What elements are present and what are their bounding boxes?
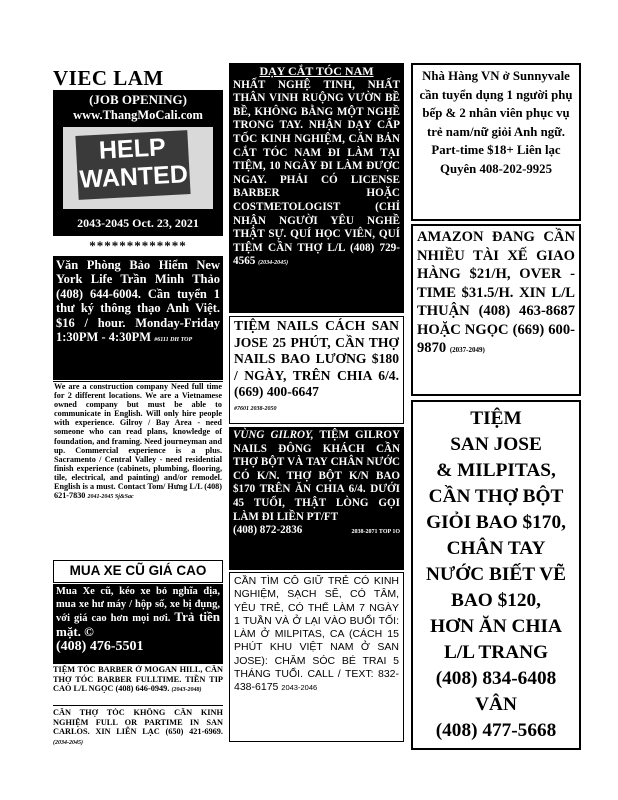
gilroy-ad-text: TIỆM GILROY NAILS ĐÔNG KHÁCH CẦN THỢ BỘT VÀ TAY CHÂN NƯỚC CÓ K/N. THỢ BỘT K/N BAO $170 TRÊN ĂN CHIA 6/4. DƯỚI 45 TUỔI, THẬT LÒNG GỌI LÀM ĐI LIỀN PT/FT — [233, 429, 400, 523]
teach-haircut-ad — [229, 63, 404, 313]
sign-text: HELP WANTED — [78, 133, 189, 194]
amazon-ad-ref: (2037-2049) — [449, 346, 485, 354]
issue-date: 2043-2045 Oct. 23, 2021 — [77, 216, 199, 230]
website-link[interactable]: www.ThangMoCali.com — [73, 108, 203, 122]
teach-haircut-text: NHẤT NGHỆ TINH, NHẤT THÂN VINH RUỘNG VƯỜN BỀ BỀ, KHÔNG BẰNG MỘT NGHỀ TRONG TAY. NHẬN DẠY CẤP TỐC KINH NGHIỆM, CĂN BẢN CẮT TÓC NAM ĐI LÀM TẠI TIỆM, 10 NGÀY ĐI LÀM ĐƯỢC NGAY. PHẢI CÓ LICENSE BARBER HOẶC COSTMETOLOGIST (CHỈ NHẬN NGƯỜI YÊU NGHỀ THẬT SỰ. QUÍ HỌC VIÊN, QUÍ TIỆM CẦN THỢ L/L (408) 729-4565 — [233, 78, 400, 268]
hair-stylist-ad — [53, 708, 223, 750]
construction-ad-ref: 2041-2045 Sj&Sac — [87, 494, 134, 501]
hair-stylist-ad-text: CẦN THỢ TÓC KHÔNG CẦN KINH NGHIỆM FULL OR PARTIME IN SAN CARLOS. XIN LIÊN LẠC (650) 421-6969. — [53, 708, 223, 737]
insurance-ad-text: Văn Phòng Bảo Hiểm New York Life Trần Minh Thảo (408) 644-6004. Cần tuyển 1 thư ký thông thạo Anh Việt. $16 / hour. Monday-Friday 1:30PM - 4:30PM — [56, 258, 220, 345]
gilroy-phone-row — [233, 524, 400, 540]
gilroy-nails-ad — [229, 427, 404, 570]
teach-haircut-ref: (2034-2045) — [258, 260, 289, 267]
amazon-ad-text: AMAZON ĐANG CẦN NHIỀU TÀI XẾ GIAO HÀNG $21/H, OVER - TIME $31.5/H. XIN L/L THUẬN (408) 463-8687 HOẶC NGỌC (669) 600-9870 — [417, 229, 575, 356]
gilroy-lead: VÙNG GILROY, — [233, 429, 314, 441]
salon-ad-text: TIỆM SAN JOSE & MILPITAS, CẦN THỢ BỘT GIỎI BAO $170, CHÂN TAY NƯỚC BIẾT VẼ BAO $120, HƠN ĂN CHIA L/L TRANG (408) 834-6408 VÂN (408) 477-5668 — [425, 408, 566, 741]
barber-ad — [53, 665, 223, 706]
construction-ad-text: We are a construction company Need full time for 2 different locations. We are a Vietnamese owned company but must be able to communicate in English. Will only hire people with experience. Gilroy / Bay Area - need someone who can read plans, knowledge of foundation, and framing. Need journeyman and up. Commercial experience is a plus. Sacramento / Central Valley - need residential finish experience (cabinets, plumbing, flooring, tile, electrical, and painting) and/or remodel. English is a must. Contact Tom/ Hưng L/L (408) 621-7830 — [54, 382, 222, 501]
nails-ad — [229, 316, 404, 424]
restaurant-ad — [411, 63, 581, 221]
barber-ad-ref: (2043-2048) — [171, 687, 202, 694]
job-opening-label: (JOB OPENING) — [89, 92, 187, 107]
gilroy-ad-ref: 2038-2071 TOP 1O — [351, 529, 400, 536]
salon-ad — [411, 400, 581, 750]
nails-ad-ref: #7601 2038-2050 — [234, 405, 277, 412]
barber-ad-text: TIỆM TÓC BARBER Ở MOGAN HILL, CẦN THỢ TÓC BARBER FULLTIME. TIỀN TIP CAO L/L NGỌC (408) 646-0949. — [53, 665, 223, 694]
nails-ad-text: TIỆM NAILS CÁCH SAN JOSE 25 PHÚT, CẦN THỢ NAILS BAO LƯƠNG $180 / NGÀY, TRÊN CHIA 6/4. (669) 400-6647 — [234, 318, 399, 399]
car-buy-phone[interactable]: (408) 476-5501 — [56, 639, 144, 654]
babysitter-ad — [229, 572, 404, 742]
help-wanted-sign — [63, 127, 213, 209]
hair-stylist-ad-ref: (2034-2045) — [53, 739, 83, 746]
car-buy-heading-box: MUA XE CŨ GIÁ CAO — [53, 560, 223, 583]
teach-haircut-heading: DẠY CẮT TÓC NAM — [259, 64, 374, 78]
stars-divider: ************* — [89, 238, 187, 253]
gilroy-phone[interactable]: (408) 872-2836 — [233, 524, 303, 537]
restaurant-ad-text: Nhà Hàng VN ở Sunnyvale cần tuyển dụng 1 người phụ bếp & 2 nhân viên phục vụ trẻ nam/nữ giỏi Anh ngữ. Part-time $18+ Liên lạc Quyên 408-202-9925 — [419, 69, 573, 176]
babysitter-ad-text: CẦN TÌM CÔ GIỮ TRẺ CÓ KINH NGHIỆM, SẠCH SẼ, CÓ TÂM, YÊU TRẺ, CÓ THỂ LÀM 7 NGÀY 1 TUẦN VÀ Ở LẠI VÀO BUỔI TỐI: LÀM Ở MILPITAS, CA (CÁCH 15 PHÚT KHU VIỆT NAM Ở SAN JOSE): CHĂM SÓC BÉ TRAI 5 THÁNG TUỔI. CALL / TEXT: 832-438-6175 — [234, 575, 399, 694]
job-opening-banner — [53, 90, 223, 236]
car-buy-ad — [53, 584, 223, 664]
car-buy-cash: Trả tiền mặt. © — [56, 609, 221, 639]
amazon-ad — [411, 224, 581, 396]
car-buy-ad-text: Mua Xe cũ, kéo xe bỏ nghĩa địa, mua xe hư máy / hộp số, xe bị đụng, với giá cao hơn mọi nơi. — [56, 586, 220, 624]
insurance-ad-ref: #6111 DH TOP — [154, 337, 193, 344]
construction-ad — [53, 381, 223, 557]
viec-lam-title: VIEC LAM — [53, 66, 164, 90]
insurance-ad — [53, 256, 223, 380]
babysitter-ad-ref: 2043-2046 — [281, 683, 318, 693]
